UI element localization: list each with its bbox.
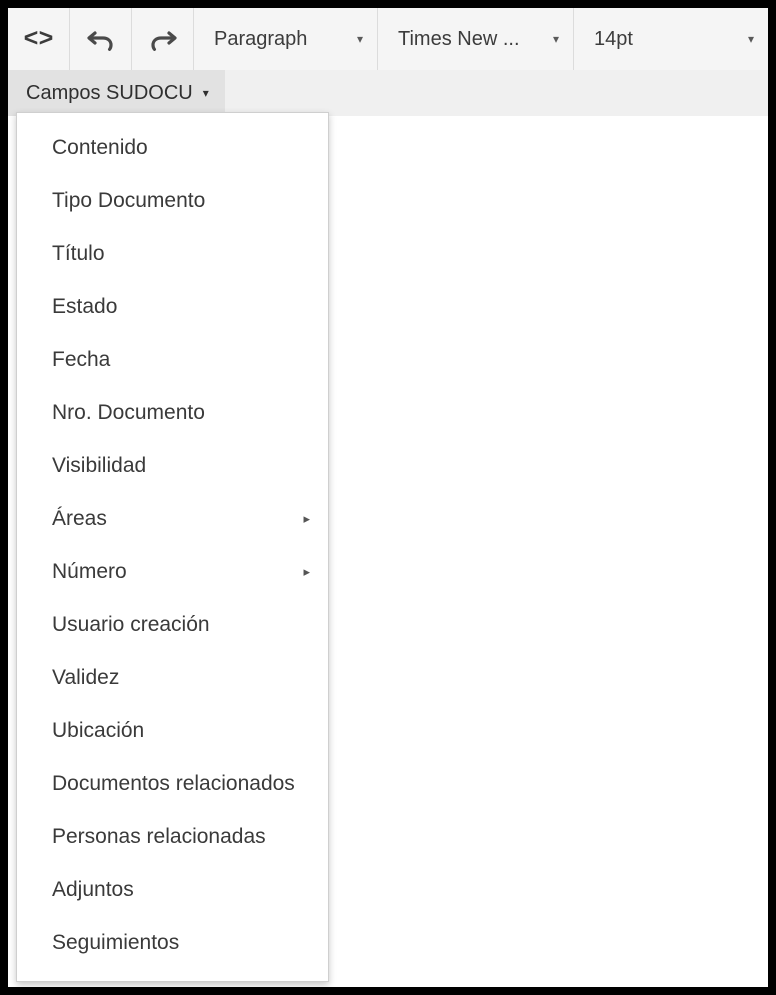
- undo-button[interactable]: [70, 8, 132, 70]
- menu-item-titulo[interactable]: [17, 227, 328, 280]
- chevron-down-icon: ▾: [552, 32, 559, 46]
- menu-item-fecha[interactable]: [17, 333, 328, 386]
- paragraph-format-select[interactable]: [194, 8, 378, 70]
- chevron-right-icon: ▸: [303, 511, 310, 526]
- source-code-icon: <>: [23, 24, 54, 54]
- menu-item-label: Fecha: [52, 348, 111, 371]
- menu-item-usuario-creacion[interactable]: [17, 598, 328, 651]
- campos-sudocu-label: Campos SUDOCU: [26, 81, 193, 104]
- redo-button[interactable]: [132, 8, 194, 70]
- redo-icon: [148, 25, 178, 53]
- menu-item-label: Documentos relacionados: [52, 772, 295, 795]
- menu-item-label: Número: [52, 560, 127, 583]
- menu-item-validez[interactable]: [17, 651, 328, 704]
- chevron-down-icon: ▾: [202, 86, 209, 100]
- menu-item-label: Nro. Documento: [52, 401, 205, 424]
- menu-item-tipo-documento[interactable]: [17, 174, 328, 227]
- menu-item-label: Ubicación: [52, 719, 145, 742]
- plugin-toolbar: [8, 70, 768, 117]
- campos-sudocu-dropdown: [16, 112, 329, 982]
- menu-item-label: Tipo Documento: [52, 189, 206, 212]
- menu-item-estado[interactable]: [17, 280, 328, 333]
- campos-sudocu-menu-list: [17, 113, 328, 969]
- menu-item-contenido[interactable]: [17, 121, 328, 174]
- menu-item-label: Áreas: [52, 507, 107, 530]
- formatting-toolbar: [8, 8, 768, 71]
- campos-sudocu-button[interactable]: [8, 70, 225, 116]
- chevron-right-icon: ▸: [303, 564, 310, 579]
- chevron-down-icon: ▾: [747, 32, 754, 46]
- font-family-value: Times New ...: [398, 27, 520, 50]
- font-size-select[interactable]: [574, 8, 768, 70]
- menu-item-label: Visibilidad: [52, 454, 147, 477]
- menu-item-label: Contenido: [52, 136, 148, 159]
- undo-icon: [86, 25, 116, 53]
- chevron-down-icon: ▾: [356, 32, 363, 46]
- menu-item-label: Adjuntos: [52, 878, 134, 901]
- source-code-button[interactable]: [8, 8, 70, 70]
- menu-item-label: Seguimientos: [52, 931, 180, 954]
- menu-item-label: Personas relacionadas: [52, 825, 266, 848]
- menu-item-adjuntos[interactable]: [17, 863, 328, 916]
- font-size-value: 14pt: [594, 27, 633, 50]
- menu-item-visibilidad[interactable]: [17, 439, 328, 492]
- menu-item-personas-relacionadas[interactable]: [17, 810, 328, 863]
- menu-item-label: Validez: [52, 666, 120, 689]
- menu-item-nro-documento[interactable]: [17, 386, 328, 439]
- menu-item-label: Estado: [52, 295, 118, 318]
- paragraph-format-value: Paragraph: [214, 27, 308, 50]
- font-family-select[interactable]: [378, 8, 574, 70]
- menu-item-numero[interactable]: [17, 545, 328, 598]
- menu-item-seguimientos[interactable]: [17, 916, 328, 969]
- menu-item-documentos-relacionados[interactable]: [17, 757, 328, 810]
- menu-item-label: Usuario creación: [52, 613, 210, 636]
- editor-window: [8, 8, 768, 987]
- menu-item-label: Título: [52, 242, 105, 265]
- menu-item-areas[interactable]: [17, 492, 328, 545]
- menu-item-ubicacion[interactable]: [17, 704, 328, 757]
